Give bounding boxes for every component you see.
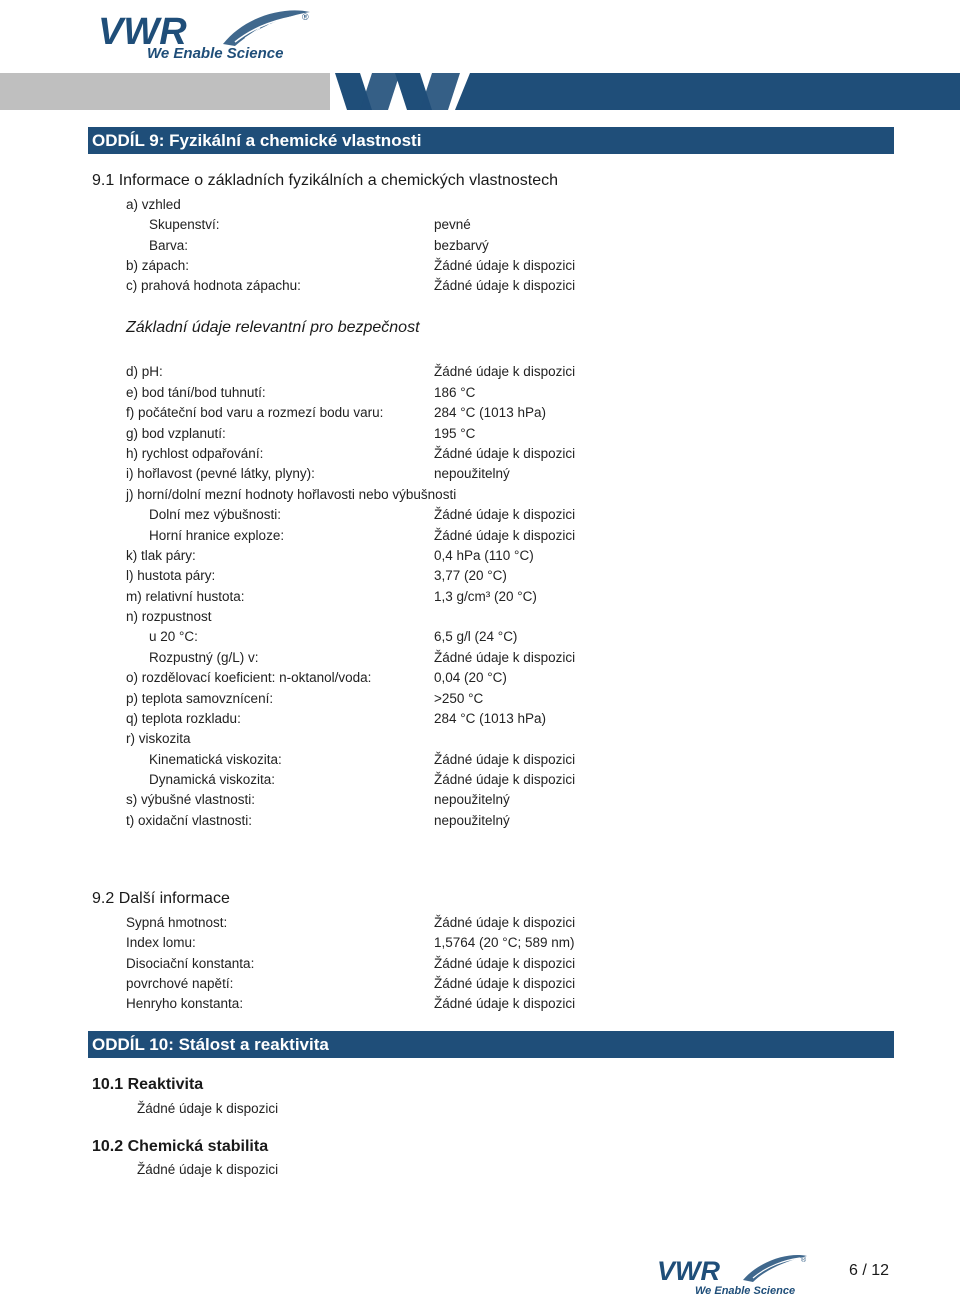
property-value: nepoužitelný [434,792,510,807]
svg-text:We Enable Science: We Enable Science [695,1285,796,1297]
property-value: >250 °C [434,691,484,706]
property-label: m) relativní hustota: [126,589,245,604]
property-value: bezbarvý [434,238,489,253]
property-label: l) hustota páry: [126,568,216,583]
page-number: 6 / 12 [849,1262,890,1279]
property-label: s) výbušné vlastnosti: [126,792,256,807]
property-value: Žádné údaje k dispozici [434,650,576,665]
property-value: 1,5764 (20 °C; 589 nm) [434,935,575,950]
property-label: c) prahová hodnota zápachu: [126,278,301,293]
property-label: h) rychlost odpařování: [126,446,264,461]
property-label: Rozpustný (g/L) v: [149,650,259,665]
property-value: 195 °C [434,426,476,441]
property-label: d) pH: [126,364,163,379]
property-label: Henryho konstanta: [126,996,244,1011]
svg-text:®: ® [302,12,309,22]
property-label: i) hořlavost (pevné látky, plyny): [126,466,315,481]
property-label: Kinematická viskozita: [149,752,282,767]
property-value: 0,04 (20 °C) [434,670,507,685]
svg-text:VWR: VWR [657,1256,720,1286]
property-value: 0,4 hPa (110 °C) [434,548,534,563]
property-label: Barva: [149,238,189,253]
property-label: k) tlak páry: [126,548,196,563]
property-label: Dynamická viskozita: [149,772,276,787]
property-label: Index lomu: [126,935,196,950]
property-value: Žádné údaje k dispozici [434,446,576,461]
subsection-9-1-title: 9.1 Informace o základních fyzikálních a chemických vlastnostech [92,172,558,189]
svg-text:We Enable Science: We Enable Science [147,45,284,62]
vwr-logo [95,6,325,62]
property-value: nepoužitelný [434,813,510,828]
subsection-10-2-text: Žádné údaje k dispozici [137,1162,279,1177]
property-value: 6,5 g/l (24 °C) [434,629,518,644]
subsection-9-2-title: 9.2 Další informace [92,890,230,907]
property-value: Žádné údaje k dispozici [434,996,576,1011]
property-value: 284 °C (1013 hPa) [434,711,546,726]
section-10-header: ODDÍL 10: Stálost a reaktivita [88,1031,894,1058]
property-label: povrchové napětí: [126,976,234,991]
safety-subheading: Základní údaje relevantní pro bezpečnost [126,319,420,336]
property-value: Žádné údaje k dispozici [434,507,576,522]
property-value: Žádné údaje k dispozici [434,772,576,787]
property-label: Dolní mez výbušnosti: [149,507,282,522]
subsection-10-2-title: 10.2 Chemická stabilita [92,1138,269,1155]
header-banner [0,73,960,110]
property-value: pevné [434,217,471,232]
property-value: Žádné údaje k dispozici [434,976,576,991]
property-value: Žádné údaje k dispozici [434,364,576,379]
property-value: 186 °C [434,385,476,400]
property-value: 1,3 g/cm³ (20 °C) [434,589,537,604]
property-value: 284 °C (1013 hPa) [434,405,546,420]
property-value: Žádné údaje k dispozici [434,752,576,767]
property-label: Horní hranice exploze: [149,528,285,543]
property-label: Skupenství: [149,217,220,232]
property-label: q) teplota rozkladu: [126,711,241,726]
property-label: o) rozdělovací koeficient: n-oktanol/voda: [126,670,372,685]
property-label: p) teplota samovznícení: [126,691,274,706]
vwr-logo-footer [655,1250,815,1298]
property-label: u 20 °C: [149,629,198,644]
viscosity-label: r) viskozita [126,731,191,746]
property-value: Žádné údaje k dispozici [434,915,576,930]
property-value: 3,77 (20 °C) [434,568,507,583]
appearance-label: a) vzhled [126,197,181,212]
subsection-10-1-title: 10.1 Reaktivita [92,1076,204,1093]
property-value: Žádné údaje k dispozici [434,258,576,273]
section-9-header: ODDÍL 9: Fyzikální a chemické vlastnosti [88,127,894,154]
solubility-label: n) rozpustnost [126,609,212,624]
property-value: Žádné údaje k dispozici [434,956,576,971]
property-label: Disociační konstanta: [126,956,255,971]
svg-text:®: ® [801,1257,807,1264]
subsection-10-1-text: Žádné údaje k dispozici [137,1101,279,1116]
property-value: nepoužitelný [434,466,510,481]
property-label: f) počáteční bod varu a rozmezí bodu varu: [126,405,384,420]
property-value: Žádné údaje k dispozici [434,528,576,543]
property-label: g) bod vzplanutí: [126,426,226,441]
property-value: Žádné údaje k dispozici [434,278,576,293]
property-label: t) oxidační vlastnosti: [126,813,253,828]
property-label: e) bod tání/bod tuhnutí: [126,385,266,400]
property-label: b) zápach: [126,258,190,273]
explosive-limits-label: j) horní/dolní mezní hodnoty hořlavosti nebo výbušnosti [126,487,457,502]
svg-text:VWR: VWR [98,11,187,53]
property-label: Sypná hmotnost: [126,915,228,930]
